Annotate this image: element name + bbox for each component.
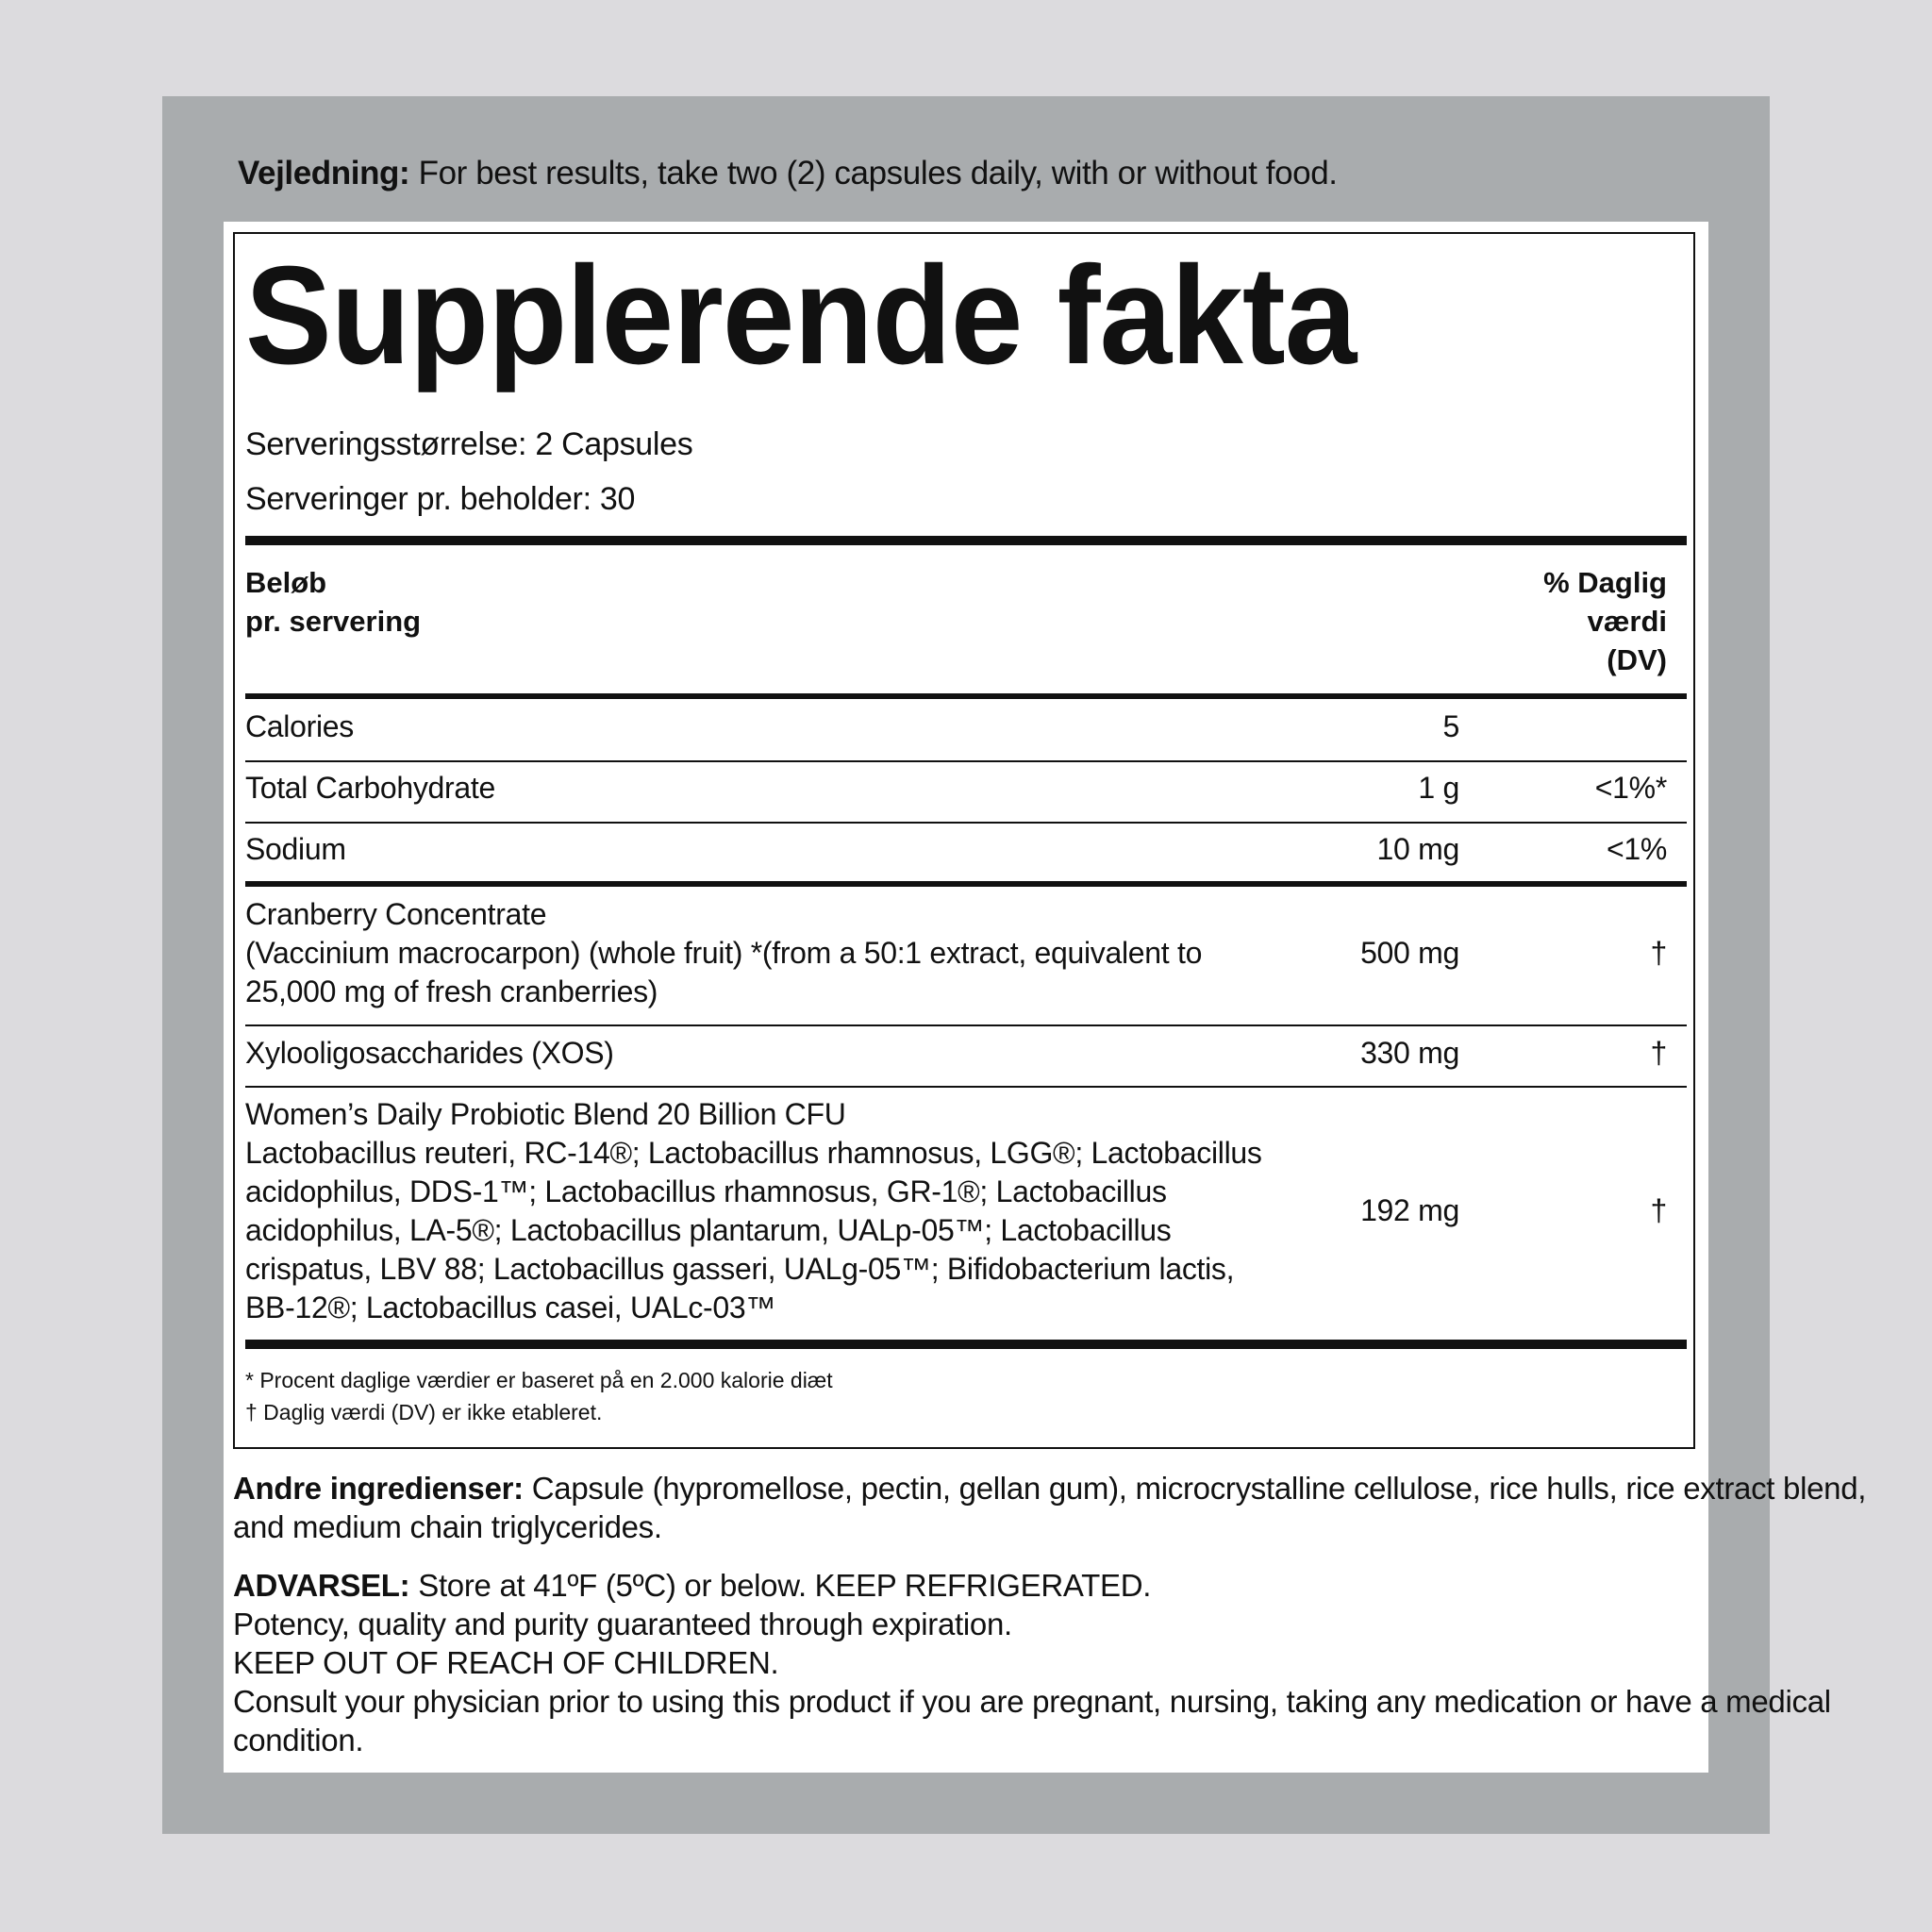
- header-right-line: (DV): [1607, 643, 1667, 676]
- other-ingredients-text: Capsule (hypromellose, pectin, gellan gum), microcrystalline cellulose, rice hulls, rice extract blend,: [523, 1471, 1867, 1506]
- ingredient-line: 25,000 mg of fresh cranberries): [245, 974, 658, 1008]
- nutrient-amount: 1 g: [1418, 771, 1459, 805]
- other-ingredients: [233, 1469, 1867, 1546]
- servings-per-container: Serveringer pr. beholder: 30: [245, 481, 636, 517]
- ingredient-daily-value: †: [1650, 1193, 1667, 1227]
- warning-text: condition.: [233, 1723, 364, 1757]
- ingredient-line: Cranberry Concentrate: [245, 897, 547, 931]
- row-divider: [245, 1086, 1687, 1088]
- ingredient-name: [245, 895, 1202, 1011]
- ingredient-line: Women’s Daily Probiotic Blend 20 Billion CFU: [245, 1097, 846, 1131]
- ingredient-amount: 330 mg: [1360, 1036, 1459, 1070]
- footnote-dagger: † Daglig værdi (DV) er ikke etableret.: [245, 1400, 603, 1424]
- ingredient-daily-value: †: [1650, 1036, 1667, 1070]
- row-divider: [245, 822, 1687, 824]
- footnote-daily-values: * Procent daglige værdier er baseret på en 2.000 kalorie diæt: [245, 1368, 833, 1392]
- ingredient-line: acidophilus, LA-5®; Lactobacillus plantarum, UALp-05™; Lactobacillus: [245, 1213, 1172, 1247]
- divider-medium: [245, 881, 1687, 887]
- ingredient-amount: 192 mg: [1360, 1193, 1459, 1227]
- serving-size: Serveringsstørrelse: 2 Capsules: [245, 426, 693, 462]
- divider-thick: [245, 1340, 1687, 1349]
- warning: [233, 1566, 1831, 1759]
- nutrient-name: Sodium: [245, 832, 346, 866]
- ingredient-line: crispatus, LBV 88; Lactobacillus gasseri, UALg-05™; Bifidobacterium lactis,: [245, 1252, 1235, 1286]
- warning-text: Store at 41ºF (5ºC) or below. KEEP REFRIGERATED.: [409, 1568, 1152, 1603]
- header-left-line: pr. servering: [245, 605, 422, 638]
- other-ingredients-label: Andre ingredienser:: [233, 1471, 524, 1506]
- ingredient-name: Xylooligosaccharides (XOS): [245, 1036, 614, 1070]
- nutrient-amount: 10 mg: [1376, 832, 1459, 866]
- nutrient-name: Total Carbohydrate: [245, 771, 495, 805]
- daily-value-header: [1543, 563, 1667, 679]
- warning-text: KEEP OUT OF REACH OF CHILDREN.: [233, 1645, 779, 1680]
- facts-title: Supplerende fakta: [245, 238, 1357, 393]
- other-ingredients-text: and medium chain triglycerides.: [233, 1509, 662, 1544]
- ingredient-line: BB-12®; Lactobacillus casei, UALc-03™: [245, 1291, 776, 1324]
- ingredient-line: Lactobacillus reuteri, RC-14®; Lactobacillus rhamnosus, LGG®; Lactobacillus: [245, 1136, 1262, 1170]
- nutrient-daily-value: <1%: [1606, 832, 1667, 866]
- divider-medium: [245, 693, 1687, 699]
- directions-body: For best results, take two (2) capsules daily, with or without food.: [409, 155, 1338, 192]
- warning-text: Consult your physician prior to using this product if you are pregnant, nursing, taking any medication or have a medical: [233, 1684, 1831, 1719]
- row-divider: [245, 760, 1687, 762]
- directions-text: [238, 151, 1338, 196]
- row-divider: [245, 1024, 1687, 1026]
- ingredient-line: acidophilus, DDS-1™; Lactobacillus rhamnosus, GR-1®; Lactobacillus: [245, 1174, 1167, 1208]
- ingredient-line: (Vaccinium macrocarpon) (whole fruit) *(from a 50:1 extract, equivalent to: [245, 936, 1203, 970]
- warning-label: ADVARSEL:: [233, 1568, 410, 1603]
- nutrient-amount: 5: [1442, 709, 1459, 743]
- header-left-line: Beløb: [245, 566, 327, 599]
- amount-per-serving-header: [245, 563, 421, 641]
- divider-thick: [245, 536, 1687, 545]
- ingredient-daily-value: †: [1650, 936, 1667, 970]
- directions-label: Vejledning:: [238, 155, 410, 192]
- warning-text: Potency, quality and purity guaranteed through expiration.: [233, 1607, 1012, 1641]
- header-right-line: værdi: [1587, 605, 1667, 638]
- ingredient-name: [245, 1095, 1262, 1327]
- nutrient-name: Calories: [245, 709, 354, 743]
- ingredient-amount: 500 mg: [1360, 936, 1459, 970]
- nutrient-daily-value: <1%*: [1594, 771, 1667, 805]
- header-right-line: % Daglig: [1543, 566, 1667, 599]
